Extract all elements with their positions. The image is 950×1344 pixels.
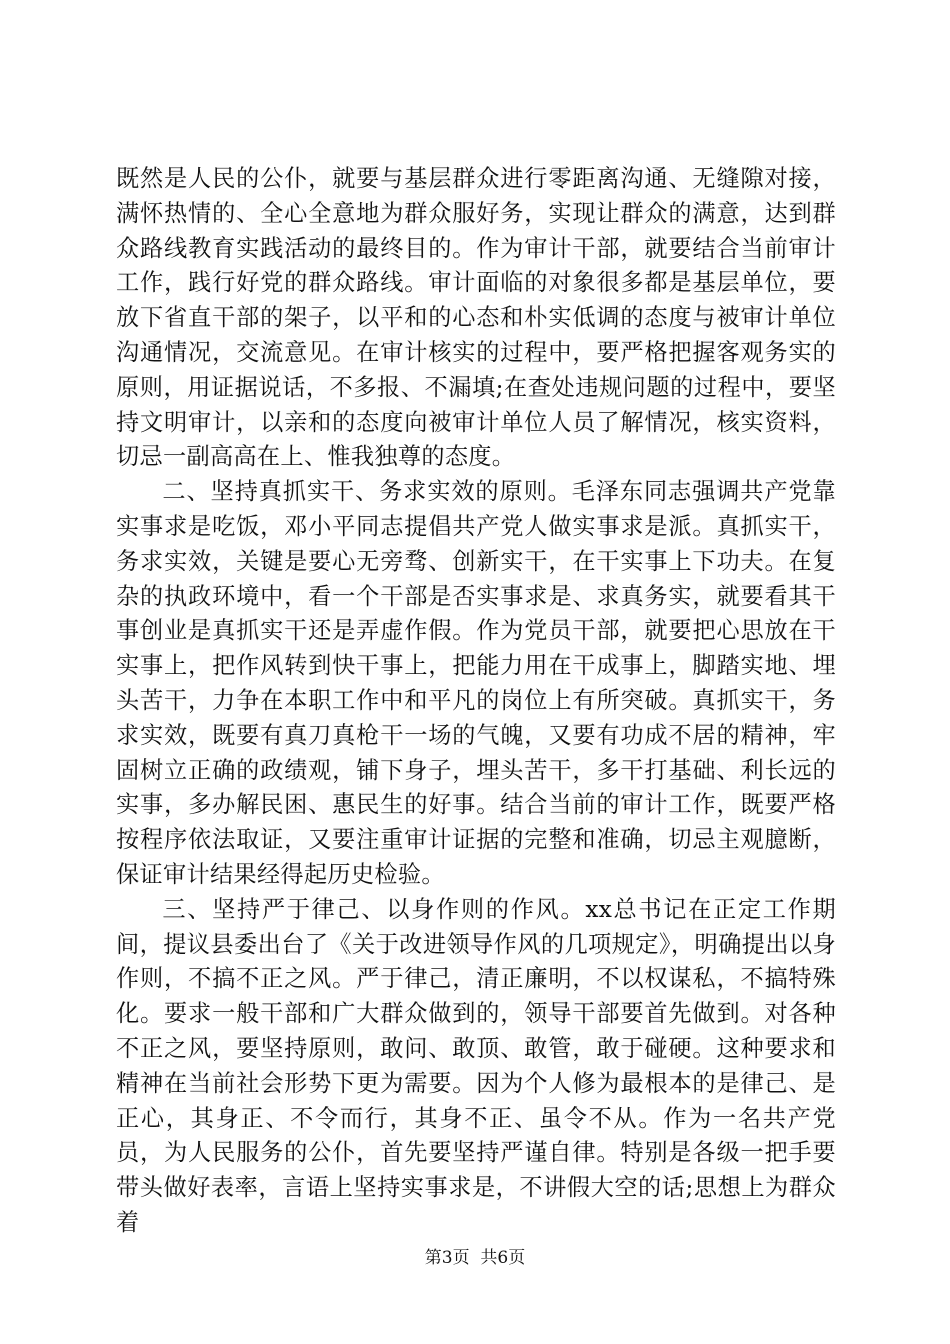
page-number-label: 第3页 共6页 xyxy=(424,1248,526,1268)
paragraph-continued: 既然是人民的公仆，就要与基层群众进行零距离沟通、无缝隙对接，满怀热情的、全心全意地为群众服好务，实现让群众的满意，达到群众路线教育实践活动的最终目的。作为审计干部，就要结合当前审计工作，践行好党的群众路线。审计面临的对象很多都是基层单位，要放下省直干部的架子，以平和的心态和朴实低调的态度与被审计单位沟通情况，交流意见。在审计核实的过程中，要严格把握客观务实的原则，用证据说话，不多报、不漏填;在查处违规问题的过程中，要坚持文明审计，以亲和的态度向被审计单位人员了解情况，核实资料，切忌一副高高在上、惟我独尊的态度。 xyxy=(116,165,836,471)
page-footer xyxy=(0,1246,950,1270)
paragraph-section-three: 三、坚持严于律己、以身作则的作风。xx总书记在正定工作期间，提议县委出台了《关于改进领导作风的几项规定》，明确提出以身作则，不搞不正之风。严于律己，清正廉明，不以权谋私，不搞特殊化。要求一般干部和广大群众做到的，领导干部要首先做到。对各种不正之风，要坚持原则，敢问、敢顶、敢管，敢于碰硬。这种要求和精神在当前社会形势下更为需要。因为个人修为最根本的是律己、是正心，其身正、不令而行，其身不正、虽令不从。作为一名共产党员，为人民服务的公仆，首先要坚持严谨自律。特别是各级一把手要带头做好表率，言语上坚持实事求是，不讲假大空的话;思想上为群众着 xyxy=(116,895,836,1236)
document-body xyxy=(116,162,836,1241)
paragraph-section-two: 二、坚持真抓实干、务求实效的原则。毛泽东同志强调共产党靠实事求是吃饭，邓小平同志提倡共产党人做实事求是派。真抓实干，务求实效，关键是要心无旁骛、创新实干，在干实事上下功夫。在复杂的执政环境中，看一个干部是否实事求是、求真务实，就要看其干事创业是真抓实干还是弄虚作假。作为党员干部，就要把心思放在干实事上，把作风转到快干事上，把能力用在干成事上，脚踏实地、埋头苦干，力争在本职工作中和平凡的岗位上有所突破。真抓实干，务求实效，既要有真刀真枪干一场的气魄，又要有功成不居的精神，牢固树立正确的政绩观，铺下身子，埋头苦干，多干打基础、利长远的实事，多办解民困、惠民生的好事。结合当前的审计工作，既要严格按程序依法取证，又要注重审计证据的完整和准确，切忌主观臆断，保证审计结果经得起历史检验。 xyxy=(116,478,836,888)
